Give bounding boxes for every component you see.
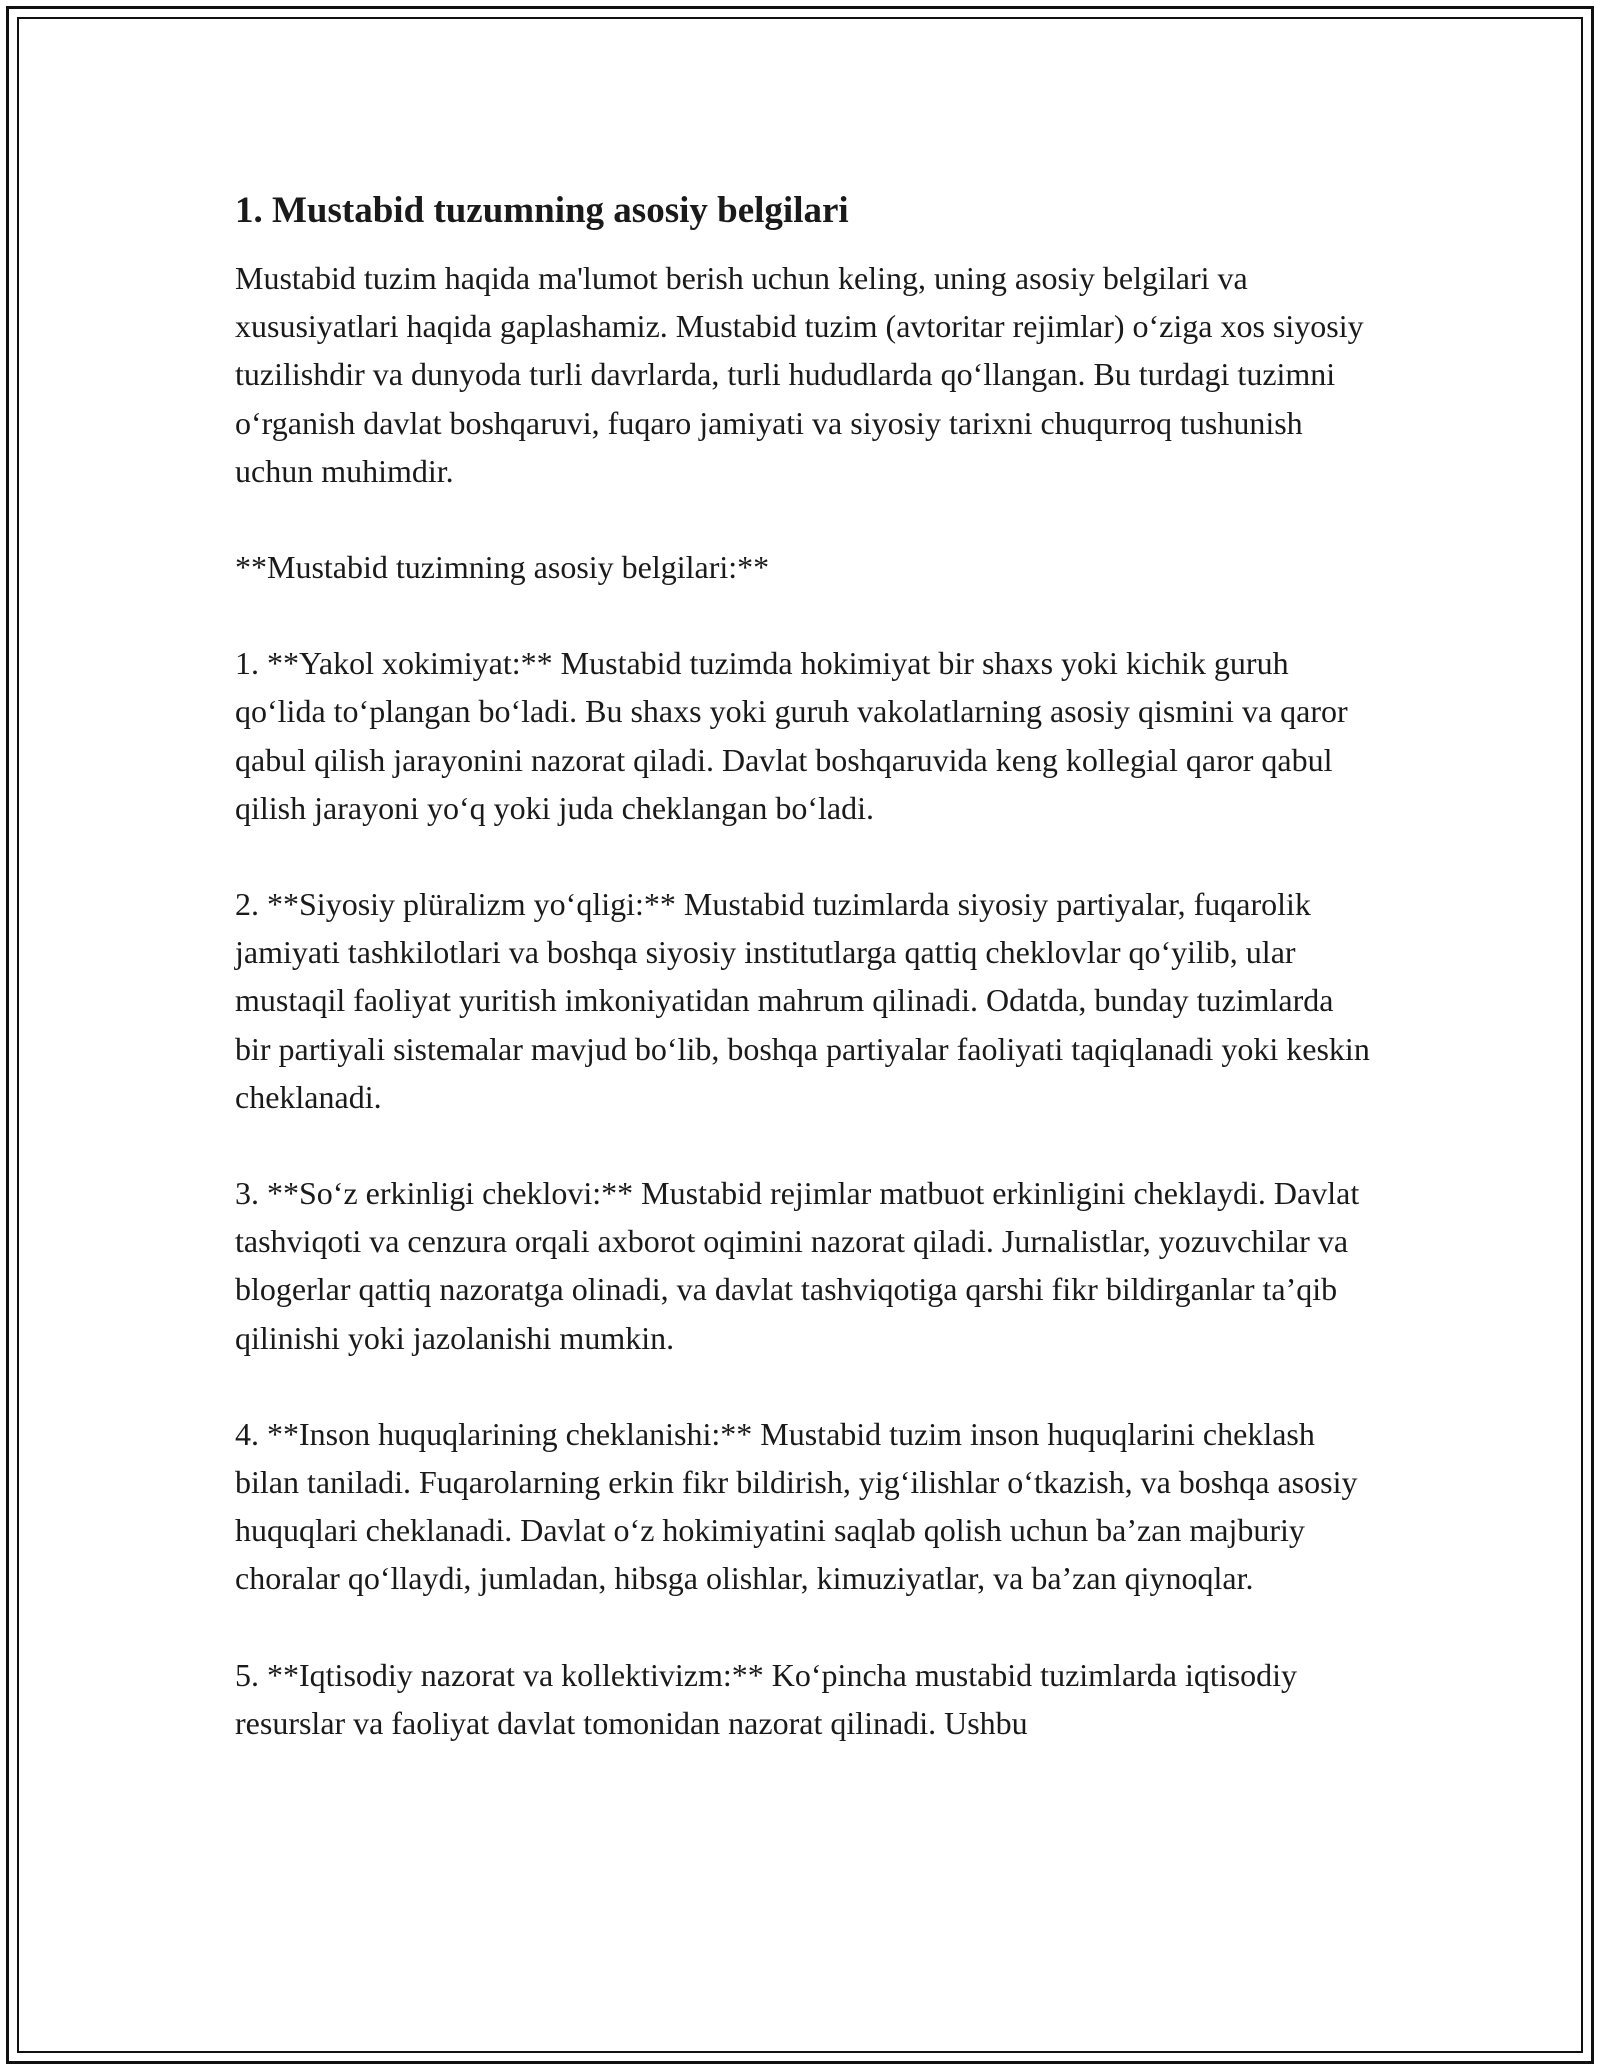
- list-item-1-paragraph: 1. **Yakol xokimiyat:** Mustabid tuzimda hokimiyat bir shaxs yoki kichik guruh qo‘lida to‘plangan bo‘ladi. Bu shaxs yoki guruh vakolatlarning asosiy qismini va qaror qabul qilish jarayonini nazorat qiladi. Davlat boshqaruvida keng kollegial qaror qabul qilish jarayoni yo‘q yoki juda cheklangan bo‘ladi.: [235, 645, 1348, 826]
- list-item-2-paragraph: 2. **Siyosiy plüralizm yo‘qligi:** Mustabid tuzimlarda siyosiy partiyalar, fuqarolik jamiyati tashkilotlari va boshqa siyosiy institutlarga qattiq cheklovlar qo‘yilib, ular mustaqil faoliyat yuritish imkoniyatidan mahrum qilinadi. Odatda, bunday tuzimlarda bir partiyali sistemalar mavjud bo‘lib, boshqa partiyalar faoliyati taqiqlanadi yoki keskin cheklanadi.: [235, 886, 1370, 1115]
- section-heading: 1. Mustabid tuzumning asosiy belgilari: [235, 190, 849, 231]
- list-item-4-paragraph: 4. **Inson huquqlarining cheklanishi:** Mustabid tuzim inson huquqlarini cheklash bilan taniladi. Fuqarolarning erkin fikr bildirish, yig‘ilishlar o‘tkazish, va boshqa asosiy huquqlari cheklanadi. Davlat o‘z hokimiyatini saqlab qolish uchun ba’zan majburiy choralar qo‘llaydi, jumladan, hibsga olishlar, kimuziyatlar, va ba’zan qiynoqlar.: [235, 1415, 1358, 1597]
- list-item-3-paragraph: 3. **So‘z erkinligi cheklovi:** Mustabid rejimlar matbuot erkinligini cheklaydi. Davlat tashviqoti va cenzura orqali axborot oqimini nazorat qiladi. Jurnalistlar, yozuvchilar va blogerlar qattiq nazoratga olinadi, va davlat tashviqotiga qarshi fikr bildirganlar ta’qib qilinishi yoki jazolanishi mumkin.: [235, 1175, 1360, 1356]
- document-body: [235, 186, 1370, 1795]
- intro-paragraph: Mustabid tuzim haqida ma'lumot berish uchun keling, uning asosiy belgilari va xususiyatlari haqida gaplashamiz. Mustabid tuzim (avtoritar rejimlar) o‘ziga xos siyosiy tuzilishdir va dunyoda turli davrlarda, turli hududlarda qo‘llangan. Bu turdagi tuzimni o‘rganish davlat boshqaruvi, fuqaro jamiyati va siyosiy tarixni chuqurroq tushunish uchun muhimdir.: [235, 260, 1364, 489]
- list-heading-paragraph: **Mustabid tuzimning asosiy belgilari:**: [235, 549, 770, 586]
- list-item-5-paragraph: 5. **Iqtisodiy nazorat va kollektivizm:** Ko‘pincha mustabid tuzimlarda iqtisodiy resurslar va faoliyat davlat tomonidan nazorat qilinadi. Ushbu: [235, 1656, 1298, 1741]
